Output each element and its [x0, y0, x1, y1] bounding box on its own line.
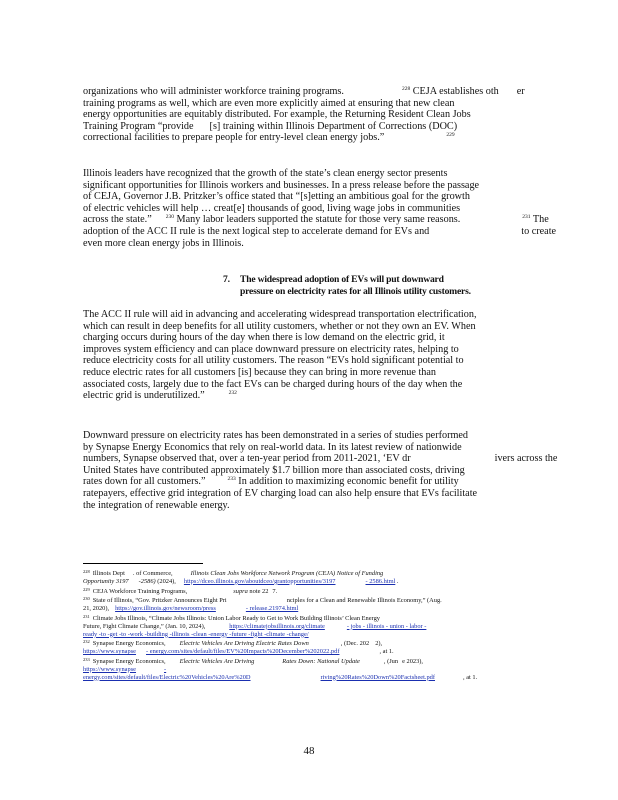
text-run: ivers across the	[494, 453, 558, 465]
footnote-line	[83, 656, 543, 666]
text-run: which can result in deep benefits for all utility customers, whether or not they own an EV. When	[83, 320, 476, 332]
text-line	[83, 488, 523, 500]
text-run: Illinois leaders have recognized that the growth of the state’s clean energy sector presents	[83, 168, 448, 179]
text-line	[83, 132, 523, 144]
text-run: adoption of the ACC II rule is the next logical step to accelerate demand for EVs and	[83, 225, 430, 237]
text-run: Downward pressure on electricity rates has been demonstrated in a series of studies performed	[83, 430, 469, 441]
text-run: across the state.”	[83, 214, 152, 226]
text-run: electric grid is underutilized.”	[83, 390, 205, 402]
footnote-ref[interactable]: 232	[228, 390, 237, 397]
footnote-link[interactable]: https://dceo.illinois.gov/aboutdceo/grantopportunities/3197	[183, 577, 336, 585]
footnote-text: Illinois Clean Jobs Workforce Network Program (CEJA) Notice of Funding	[190, 570, 384, 577]
footnote-link[interactable]: -	[164, 665, 167, 673]
footnote-text: nciples for a Clean and Renewable Illinois Economy,” (Aug.	[286, 597, 442, 605]
section-heading	[223, 274, 471, 297]
footnote-text: State of Illinois, “Gov. Pritzker Announces Eight Pri	[92, 597, 227, 605]
footnote-text: Future, Fight Climate Change,” (Jan. 10, 2024),	[83, 622, 206, 630]
text-line	[83, 332, 523, 344]
footnote-link[interactable]: - energy.com/sites/default/files/EV%20Impacts%20December%202022.pdf	[146, 648, 340, 656]
footnote-link[interactable]: https://www.synapse	[83, 665, 137, 673]
text-line	[83, 168, 523, 180]
text-run: by Synapse Energy Economics that rely on real-world data. In its latest review of nationwide	[83, 441, 462, 453]
text-run: er	[516, 86, 525, 97]
footnote-text: 2),	[375, 640, 383, 648]
footnote-text: Synapse Energy Economics,	[92, 640, 166, 648]
text-line	[83, 225, 557, 238]
footnote-text: , at 1.	[379, 648, 394, 656]
footnote-text: . of Commerce,	[132, 570, 173, 577]
footnote-ref[interactable]: 228	[401, 86, 411, 92]
heading-line-2	[223, 286, 471, 298]
text-run: of CEJA, Governor J.B. Pritzker’s office stated that “[s]etting an ambitious goal for the growth	[83, 191, 470, 203]
text-run: United States have contributed approximately $1.7 billion more than associated costs, driving	[83, 464, 465, 476]
text-line	[83, 309, 523, 321]
text-line	[83, 214, 549, 226]
text-run: numbers, Synapse observed that, over a ten-year period from 2011-2021, ‘EV dr	[83, 453, 411, 465]
footnote-text: e 2023),	[402, 657, 424, 665]
text-line	[83, 453, 558, 465]
text-run: The ACC II rule will aid in advancing and accelerating widespread transportation electrification,	[83, 309, 477, 320]
footnote-text: 7.	[272, 587, 278, 595]
footnote-text: Synapse Energy Economics,	[92, 657, 166, 665]
footnote-link[interactable]: ready -to -get -to -work -building -illinois -clean -energy -future -fight -climate -change/	[83, 630, 309, 638]
text-line	[83, 390, 523, 402]
footnote-link[interactable]: https://climatejobsillinois.org/climate	[229, 622, 325, 630]
footnote-link[interactable]: - 2586.html	[365, 577, 396, 585]
footnote-text: Electric Vehicles Are Driving Electric Rates Down	[179, 640, 309, 648]
footnote-line	[83, 674, 543, 682]
text-run: reduce electricity costs for all utility customers. The reason “EVs hold significant potential to	[83, 355, 464, 367]
footnote-link[interactable]: - jobs - illinois - union - labor -	[346, 622, 427, 630]
footnote-text: note 22	[247, 587, 269, 595]
text-run: Many labor leaders supported the statute for those very same reasons.	[174, 214, 461, 226]
footnote-link[interactable]: energy.com/sites/default/files/Electric%20Vehicles%20Are%20D	[83, 673, 251, 681]
text-run: energy opportunities are equitably distributed. For example, the Returning Resident Clean Jobs	[83, 109, 471, 121]
footnote-text: 21, 2020),	[83, 605, 110, 613]
text-line	[83, 86, 523, 98]
footnote-number: 233	[83, 656, 90, 662]
footnote-number: 230	[83, 596, 90, 602]
footnote-separator	[83, 563, 203, 564]
footnotes	[83, 568, 543, 681]
footnote-link[interactable]: https://gov.illinois.gov/newsroom/press	[115, 605, 216, 613]
footnote-ref[interactable]: 231	[522, 214, 531, 221]
footnote-text: Rates Down: National Update	[282, 657, 360, 665]
footnote-link[interactable]: - release.21974.html	[245, 605, 299, 613]
heading-text-2: pressure on electricity rates for all Illinois utility customers.	[240, 285, 471, 297]
footnote-number: 228	[83, 569, 90, 574]
footnote-text: .	[395, 577, 399, 585]
footnote-number: 231	[83, 613, 90, 619]
text-line	[83, 355, 523, 367]
page-number: 48	[303, 745, 315, 757]
text-line	[83, 321, 523, 333]
text-line	[83, 476, 523, 488]
text-line	[83, 238, 523, 250]
text-run: rates down for all customers.”	[83, 476, 206, 488]
text-run: The	[530, 214, 549, 226]
paragraph	[83, 168, 557, 249]
text-run: training programs as well, which are even more explicitly aimed at ensuring that new clean	[83, 97, 455, 109]
footnote-text: Illinois Dept	[92, 570, 125, 577]
footnote-ref[interactable]: 233	[227, 476, 236, 483]
text-run: reduce electric rates for all customers [is] because they can bring in more revenue than	[83, 366, 437, 378]
footnote-line	[83, 586, 543, 596]
footnote-line	[83, 623, 543, 631]
text-run: In addition to maximizing economic benefit for utility	[235, 476, 459, 488]
text-line	[83, 98, 523, 110]
footnote-text: , (Jun	[383, 657, 399, 665]
text-line	[83, 430, 523, 442]
footnote-text: (2024),	[155, 577, 176, 585]
text-run: associated costs, largely due to the fact EVs can be charged during hours of the day when the	[83, 378, 463, 390]
footnote-link[interactable]: riving%20Rates%20Down%20Factsheet.pdf	[320, 673, 436, 681]
text-run: organizations who will administer workforce training programs.	[83, 86, 344, 97]
footnote-text: Climate Jobs Illinois, “Climate Jobs Illinois: Union Labor Ready to Get to Work Building Illinois’ Clean Energy	[92, 614, 380, 622]
heading-number: 7.	[223, 274, 230, 285]
heading-line-1	[223, 274, 471, 286]
text-line	[83, 500, 523, 512]
text-line	[83, 109, 523, 121]
text-run: Training Program “provide	[83, 120, 194, 132]
footnote-text: CEJA Workforce Training Programs,	[92, 587, 188, 595]
footnote-link[interactable]: https://www.synapse	[83, 648, 137, 656]
text-run: significant opportunities for Illinois workers and businesses. In a press release before the passage	[83, 179, 480, 191]
footnote-line	[83, 595, 543, 605]
text-line	[83, 121, 523, 133]
text-line	[83, 203, 523, 215]
text-run: of electric vehicles will help … creat[e] thousands of good, living wage jobs in communities	[83, 202, 461, 214]
footnote-ref[interactable]: 230	[165, 214, 174, 221]
footnote-line	[83, 613, 543, 623]
paragraph	[83, 430, 558, 511]
text-run: improves system efficiency and can place downward pressure on electricity rates, helping to	[83, 343, 459, 355]
text-line	[83, 379, 523, 391]
footnote-text: , at 1.	[463, 673, 478, 681]
text-run: ratepayers, effective grid integration of EV charging load can also help ensure that EVs facilitate	[83, 487, 478, 499]
footnote-text: Electric Vehicles Are Driving	[179, 657, 255, 665]
footnote-text: -2586)	[138, 577, 156, 585]
heading-text-1: The widespread adoption of EVs will put downward	[240, 274, 444, 285]
text-line	[83, 465, 523, 477]
paragraph	[83, 86, 523, 144]
footnote-number: 229	[83, 586, 90, 592]
footnote-text: Opportunity 3197	[83, 577, 129, 585]
text-run: [s] training within Illinois Department of Corrections (DOC)	[209, 120, 458, 132]
text-run: the integration of renewable energy.	[83, 499, 230, 511]
footnote-ref[interactable]: 229	[446, 132, 455, 139]
footnote-text: supra	[233, 587, 248, 595]
text-line	[83, 180, 523, 192]
text-run: charging occurs during hours of the day when there is low demand on the electric grid, it	[83, 332, 445, 344]
footnote-text: , (Dec. 202	[340, 640, 370, 648]
footnote-line	[83, 666, 543, 674]
text-run: even more clean energy jobs in Illinois.	[83, 237, 244, 249]
footnote-number: 232	[83, 639, 90, 645]
footnote-line	[83, 648, 543, 656]
footnote-line	[83, 578, 543, 586]
text-line	[83, 344, 523, 356]
text-line	[83, 442, 523, 454]
footnote-line	[83, 605, 543, 613]
footnote-line	[83, 638, 543, 648]
paragraph	[83, 309, 523, 402]
text-run: correctional facilities to prepare people for entry-level clean energy jobs.”	[83, 132, 385, 144]
text-line	[83, 191, 523, 203]
text-run: to create	[521, 225, 557, 237]
footnote-line	[83, 631, 543, 639]
text-run: CEJA establishes oth	[410, 86, 499, 97]
footnote-line	[83, 568, 543, 578]
text-line	[83, 367, 523, 379]
